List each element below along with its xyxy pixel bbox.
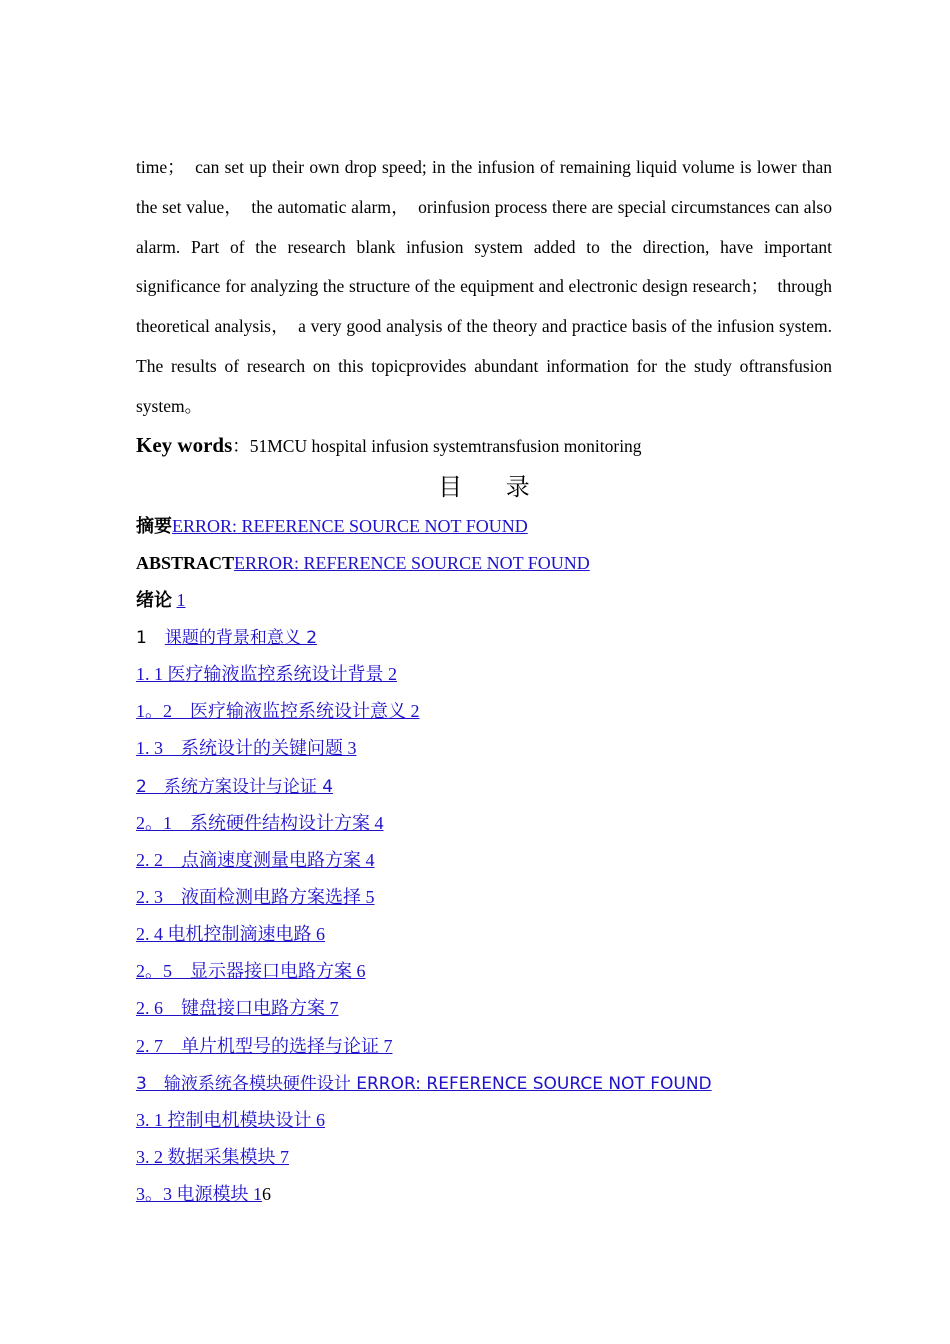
toc-entry-link[interactable]: ERROR: REFERENCE SOURCE NOT FOUND — [234, 552, 590, 573]
toc-entry-link[interactable]: 1. 1 医疗输液监控系统设计背景 2 — [136, 664, 397, 685]
toc-entry-1-2 — [136, 693, 832, 730]
toc-entry-link[interactable]: 1 — [176, 589, 186, 610]
keywords-text: 51MCU hospital infusion systemtransfusion monitoring — [249, 435, 642, 456]
toc-entry-title: ABSTRACT — [136, 552, 235, 573]
toc-entry-link[interactable]: 2. 6 键盘接口电路方案 7 — [136, 998, 339, 1019]
toc-entry-2-2 — [136, 842, 832, 879]
table-of-contents — [136, 508, 832, 1214]
toc-entry-link[interactable]: 课题的背景和意义 2 — [164, 628, 318, 648]
toc-title: 目 录 — [438, 472, 548, 501]
document-page — [136, 148, 832, 1213]
toc-entry-title: 绪论 — [136, 589, 172, 611]
toc-entry-link[interactable]: 1。2 医疗输液监控系统设计意义 2 — [136, 701, 420, 722]
abstract-paragraph: time； can set up their own drop speed; in the infusion of remaining liquid volume is lower than the set value， the automatic alarm， orinfusion process there are special circumstances can also alarm. Part of the research blank infusion system added to the direction, have important significance for analyzing the structure of the equipment and electronic design research； through theoretical analysis， a very good analysis of the theory and practice basis of the infusion system. The results of research on this topicprovides abundant information for the study oftransfusion system。 — [136, 157, 832, 416]
toc-entry-3-3 — [136, 1176, 832, 1213]
toc-entry-link[interactable]: 2. 3 液面检测电路方案选择 5 — [136, 886, 375, 907]
toc-entry-2-5 — [136, 953, 832, 990]
toc-entry-chapter-2 — [136, 768, 832, 805]
toc-entry-number: 1 — [136, 628, 147, 648]
toc-entry-page-suffix: 6 — [262, 1184, 271, 1205]
toc-entry-chapter-1 — [136, 619, 832, 656]
toc-entry-abstract-cn — [136, 508, 832, 545]
toc-entry-chapter-3 — [136, 1065, 832, 1102]
toc-entry-1-1 — [136, 656, 832, 693]
toc-entry-2-4 — [136, 916, 832, 953]
toc-entry-link[interactable]: 3 输液系统各模块硬件设计 ERROR: REFERENCE SOURCE NOT FOUND — [136, 1073, 712, 1094]
toc-entry-link[interactable]: 3。3 电源模块 1 — [136, 1184, 262, 1205]
toc-entry-link[interactable]: 3. 2 数据采集模块 7 — [136, 1146, 289, 1167]
toc-entry-link[interactable]: 1. 3 系统设计的关键问题 3 — [136, 738, 357, 759]
keywords-line — [136, 427, 832, 464]
toc-entry-title: 摘要 — [136, 515, 172, 537]
toc-entry-1-3 — [136, 730, 832, 767]
toc-entry-link[interactable]: 2 系统方案设计与论证 4 — [136, 776, 334, 797]
toc-entry-2-1 — [136, 805, 832, 842]
toc-entry-2-6 — [136, 990, 832, 1027]
keywords-label: Key words — [136, 432, 233, 457]
toc-entry-introduction — [136, 582, 832, 619]
toc-entry-2-7 — [136, 1028, 832, 1065]
toc-entry-link[interactable]: 3. 1 控制电机模块设计 6 — [136, 1109, 325, 1130]
toc-entry-link[interactable]: 2。1 系统硬件结构设计方案 4 — [136, 812, 384, 833]
toc-entry-3-2 — [136, 1139, 832, 1176]
toc-entry-2-3 — [136, 879, 832, 916]
toc-entry-link[interactable]: 2. 2 点滴速度测量电路方案 4 — [136, 849, 375, 870]
toc-entry-3-1 — [136, 1102, 832, 1139]
toc-entry-link[interactable]: ERROR: REFERENCE SOURCE NOT FOUND — [172, 515, 528, 536]
toc-entry-link[interactable]: 2. 4 电机控制滴速电路 6 — [136, 924, 325, 945]
keywords-separator: ： — [232, 435, 250, 456]
toc-entry-link[interactable]: 2。5 显示器接口电路方案 6 — [136, 961, 366, 982]
toc-entry-link[interactable]: 2. 7 单片机型号的选择与论证 7 — [136, 1035, 393, 1056]
toc-entry-abstract-en — [136, 545, 832, 582]
